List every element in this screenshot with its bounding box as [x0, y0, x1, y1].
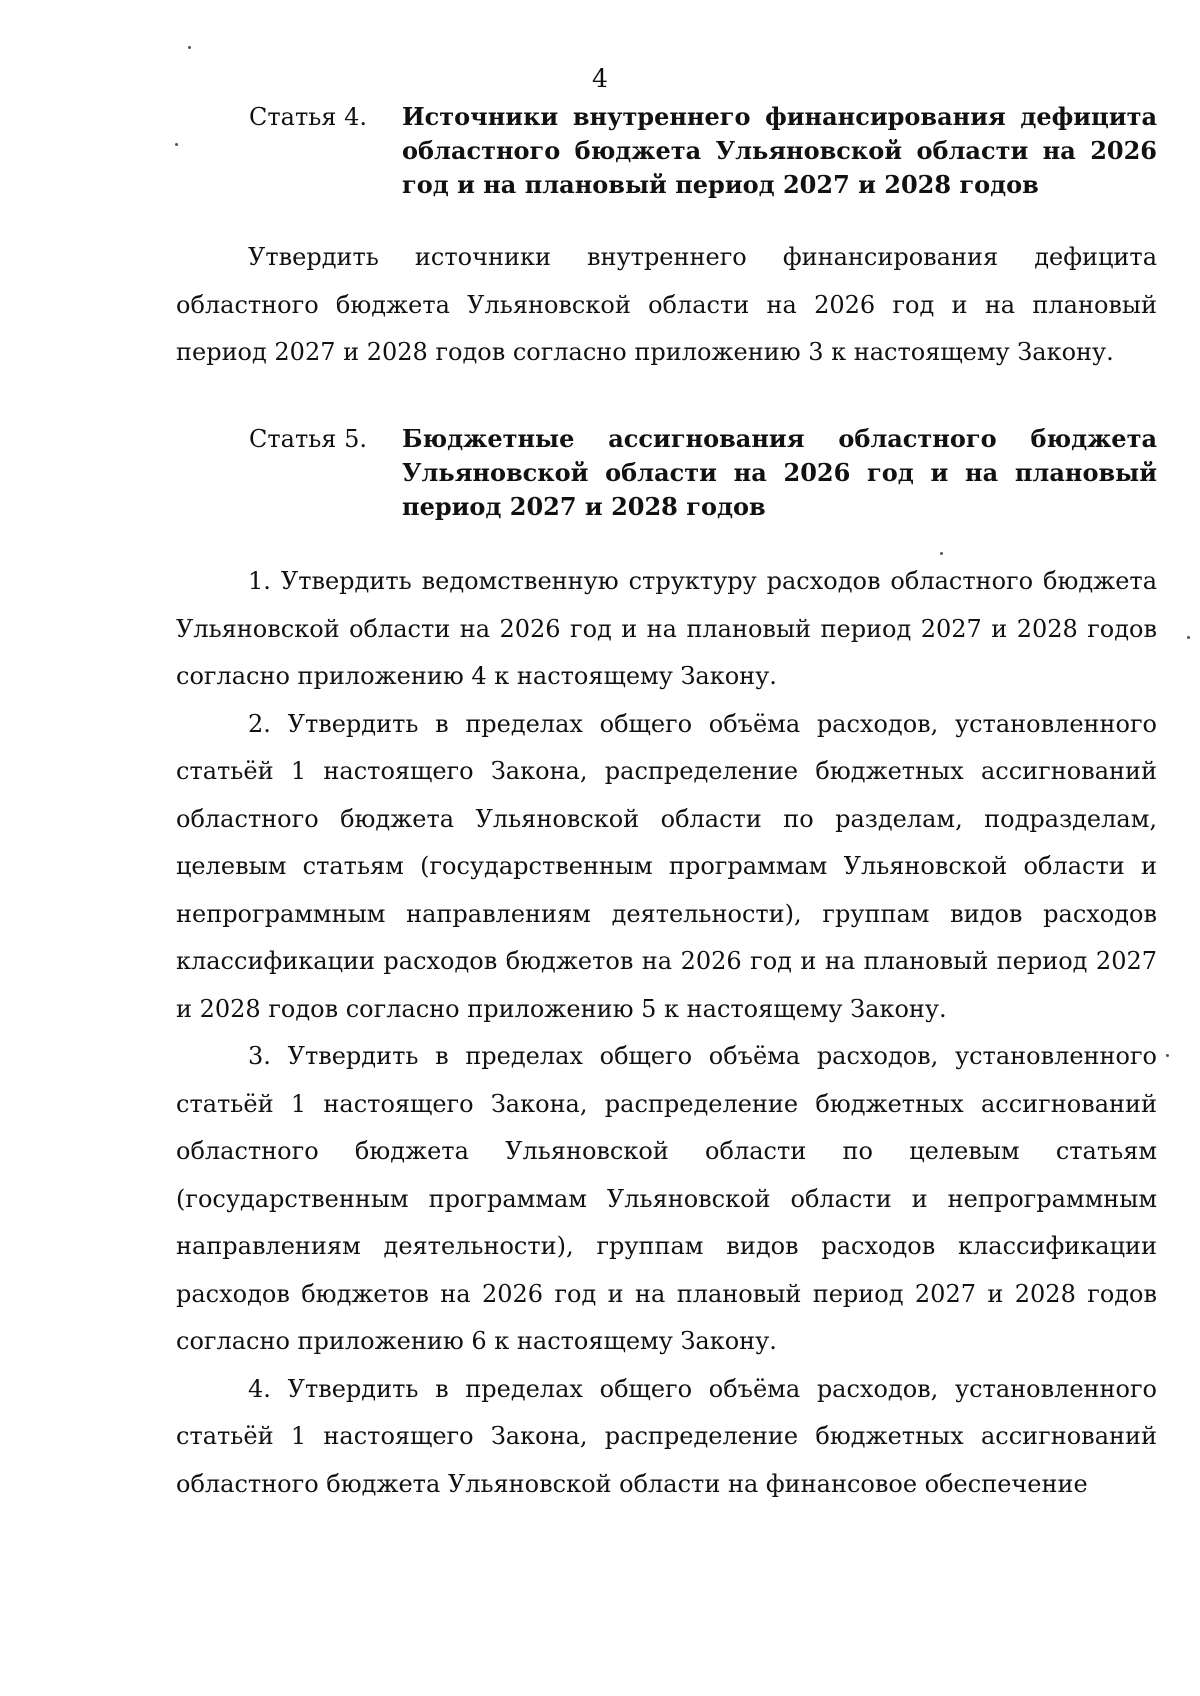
article-4-title: Источники внутреннего финансирования дефицита областного бюджета Ульяновской области на 2026 год и на плановый период 2027 и 2028 годов: [402, 102, 1157, 199]
scan-speck: [940, 552, 943, 555]
page-number: 4: [592, 64, 608, 93]
scan-speck: [175, 143, 178, 146]
article-5-title: Бюджетные ассигнования областного бюджета Ульяновской области на 2026 год и на плановый период 2027 и 2028 годов: [402, 424, 1157, 521]
article-5-paragraph-3: 3. Утвердить в пределах общего объёма расходов, установленного статьёй 1 настоящего Закона, распределение бюджетных ассигнований областного бюджета Ульяновской области по целевым статьям (государственным программам Ульяновской области и непрограммным направлениям деятельности), группам видов расходов классификации расходов бюджетов на 2026 год и на плановый период 2027 и 2028 годов согласно приложению 6 к настоящему Закону.: [176, 1042, 1157, 1355]
article-5-heading: [249, 422, 1157, 524]
scan-speck: [1166, 1054, 1169, 1057]
article-4-heading: [249, 100, 1157, 202]
article-5-body: [176, 558, 1157, 1508]
article-4-paragraph: Утвердить источники внутреннего финансирования дефицита областного бюджета Ульяновской области на 2026 год и на плановый период 2027 и 2028 годов согласно приложению 3 к настоящему Закону.: [176, 243, 1157, 366]
article-5-paragraph-4: 4. Утвердить в пределах общего объёма расходов, установленного статьёй 1 настоящего Закона, распределение бюджетных ассигнований областного бюджета Ульяновской области на финансовое обеспечение: [176, 1374, 1157, 1498]
article-5-paragraph-2: 2. Утвердить в пределах общего объёма расходов, установленного статьёй 1 настоящего Закона, распределение бюджетных ассигнований областного бюджета Ульяновской области по разделам, подразделам, целевым статьям (государственным программам Ульяновской области и непрограммным направлениям деятельности), группам видов расходов классификации расходов бюджетов на 2026 год и на плановый период 2027 и 2028 годов согласно приложению 5 к настоящему Закону.: [176, 709, 1157, 1023]
scan-speck: [1187, 636, 1190, 639]
article-4-body: [176, 234, 1157, 377]
article-5-label: Статья 5.: [249, 425, 367, 453]
scan-speck: [188, 46, 191, 49]
article-5-paragraph-1: 1. Утвердить ведомственную структуру расходов областного бюджета Ульяновской области на 2026 год и на плановый период 2027 и 2028 годов согласно приложению 4 к настоящему Закону.: [176, 567, 1157, 690]
article-4-label: Статья 4.: [249, 103, 367, 131]
